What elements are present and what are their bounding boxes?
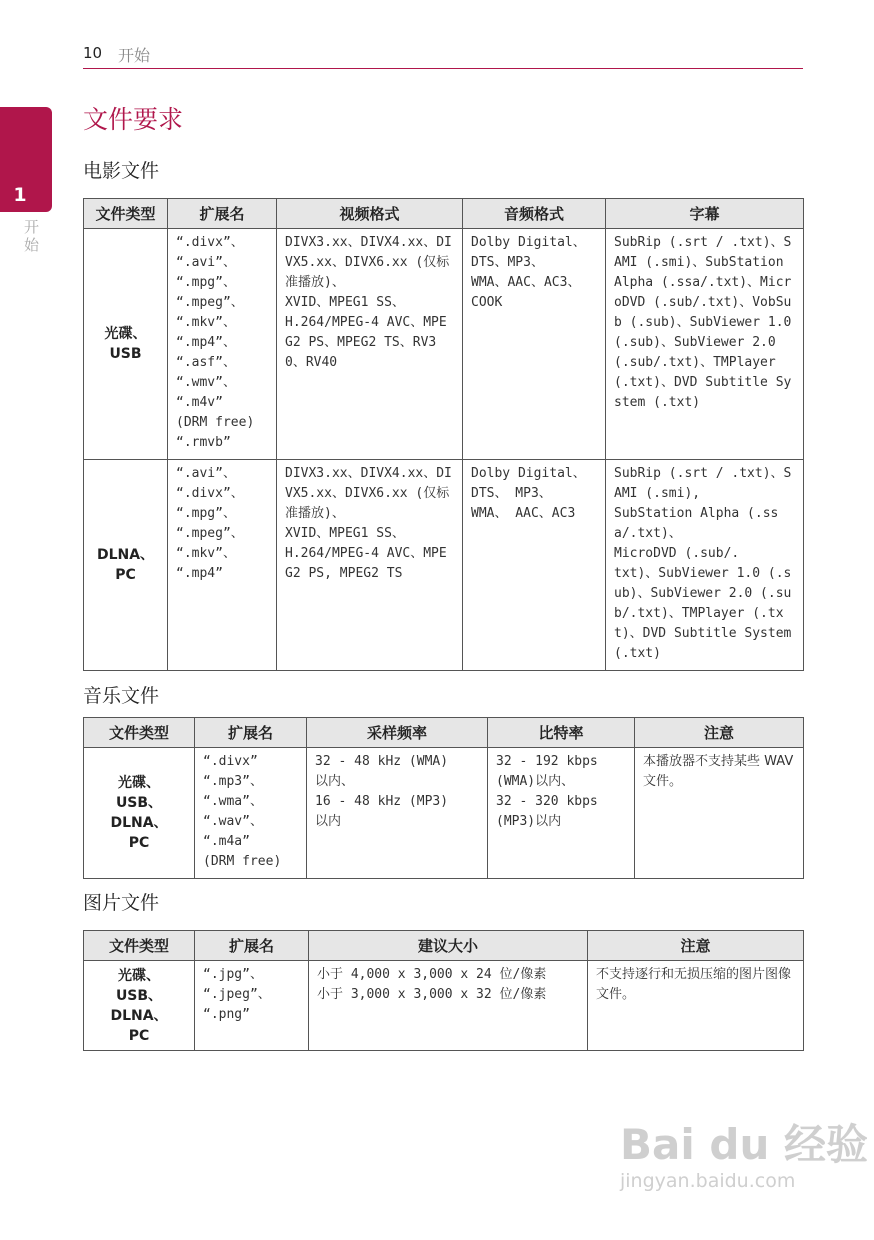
note-cell: 不支持逐行和无损压缩的图片图像文件。: [588, 961, 804, 1051]
file-type-cell: 光碟、 USB、 DLNA、 PC: [84, 748, 195, 879]
bitrate-cell: 32 - 192 kbps (WMA)以内、 32 - 320 kbps (MP3)以内: [488, 748, 635, 879]
extension-cell: “.divx”、 “.avi”、 “.mpg”、 “.mpeg”、 “.mkv”、 “.mp4”、 “.asf”、 “.wmv”、 “.m4v” (DRM free) “.rmvb”: [168, 229, 277, 460]
table-header-row: [84, 718, 804, 748]
file-type-cell: 光碟、 USB: [84, 229, 168, 460]
table-row: [84, 748, 804, 879]
column-header: 建议大小: [309, 931, 588, 961]
watermark-url: jingyan.baidu.com: [620, 1170, 796, 1192]
movie-heading: 电影文件: [83, 160, 160, 182]
table-row: [84, 460, 804, 671]
extension-cell: “.divx” “.mp3”、 “.wma”、 “.wav”、 “.m4a” (DRM free): [195, 748, 307, 879]
music-heading: 音乐文件: [83, 685, 160, 707]
column-header: 注意: [588, 931, 804, 961]
column-header: 文件类型: [84, 931, 195, 961]
chapter-label: 开始: [24, 218, 40, 254]
page-number: 10: [83, 44, 103, 62]
recommended-size-cell: 小于 4,000 x 3,000 x 24 位/像素 小于 3,000 x 3,000 x 32 位/像素: [309, 961, 588, 1051]
extension-cell: “.avi”、 “.divx”、 “.mpg”、 “.mpeg”、 “.mkv”、 “.mp4”: [168, 460, 277, 671]
header-title: 开始: [118, 46, 151, 65]
table-header-row: [84, 931, 804, 961]
column-header: 文件类型: [84, 199, 168, 229]
video-format-cell: DIVX3.xx、DIVX4.xx、DIVX5.xx、DIVX6.xx (仅标准播放)、 XVID、MPEG1 SS、 H.264/MPEG-4 AVC、MPEG2 PS, MPEG2 TS: [277, 460, 463, 671]
column-header: 音频格式: [463, 199, 606, 229]
file-type-cell: 光碟、 USB、 DLNA、 PC: [84, 961, 195, 1051]
column-header: 比特率: [488, 718, 635, 748]
table-row: [84, 961, 804, 1051]
audio-format-cell: Dolby Digital、 DTS、MP3、 WMA、AAC、AC3、 COOK: [463, 229, 606, 460]
column-header: 视频格式: [277, 199, 463, 229]
audio-format-cell: Dolby Digital、 DTS、 MP3、 WMA、 AAC、AC3: [463, 460, 606, 671]
column-header: 字幕: [606, 199, 804, 229]
baidu-watermark: [620, 1112, 868, 1192]
column-header: 采样频率: [307, 718, 488, 748]
header-rule: [83, 68, 803, 69]
video-format-cell: DIVX3.xx、DIVX4.xx、DIVX5.xx、DIVX6.xx (仅标准播放)、 XVID、MPEG1 SS、 H.264/MPEG-4 AVC、MPEG2 PS、MPEG2 TS、RV30、RV40: [277, 229, 463, 460]
table-header-row: [84, 199, 804, 229]
page-title: 文件要求: [83, 105, 184, 134]
chapter-number: 1: [13, 184, 27, 206]
photo-heading: 图片文件: [83, 892, 160, 914]
file-type-cell: DLNA、 PC: [84, 460, 168, 671]
music-table: [83, 717, 804, 879]
column-header: 注意: [635, 718, 804, 748]
subtitle-cell: SubRip (.srt / .txt)、SAMI (.smi)、SubStation Alpha (.ssa/.txt)、MicroDVD (.sub/.txt)、VobSub (.sub)、SubViewer 1.0 (.sub)、SubViewer 2.0 (.sub/.txt)、TMPlayer (.txt)、DVD Subtitle System (.txt): [606, 229, 804, 460]
watermark-logo: Bai du 经验: [620, 1120, 868, 1169]
column-header: 扩展名: [195, 718, 307, 748]
column-header: 扩展名: [168, 199, 277, 229]
movie-table: [83, 198, 804, 671]
subtitle-cell: SubRip (.srt / .txt)、SAMI (.smi), SubStation Alpha (.ssa/.txt)、 MicroDVD (.sub/. txt)、SubViewer 1.0 (.sub)、SubViewer 2.0 (.sub/.txt)、TMPlayer (.txt)、DVD Subtitle System (.txt): [606, 460, 804, 671]
column-header: 扩展名: [195, 931, 309, 961]
extension-cell: “.jpg”、 “.jpeg”、 “.png”: [195, 961, 309, 1051]
column-header: 文件类型: [84, 718, 195, 748]
table-row: [84, 229, 804, 460]
photo-table: [83, 930, 804, 1051]
note-cell: 本播放器不支持某些 WAV 文件。: [635, 748, 804, 879]
sampling-rate-cell: 32 - 48 kHz (WMA) 以内、 16 - 48 kHz (MP3) 以内: [307, 748, 488, 879]
